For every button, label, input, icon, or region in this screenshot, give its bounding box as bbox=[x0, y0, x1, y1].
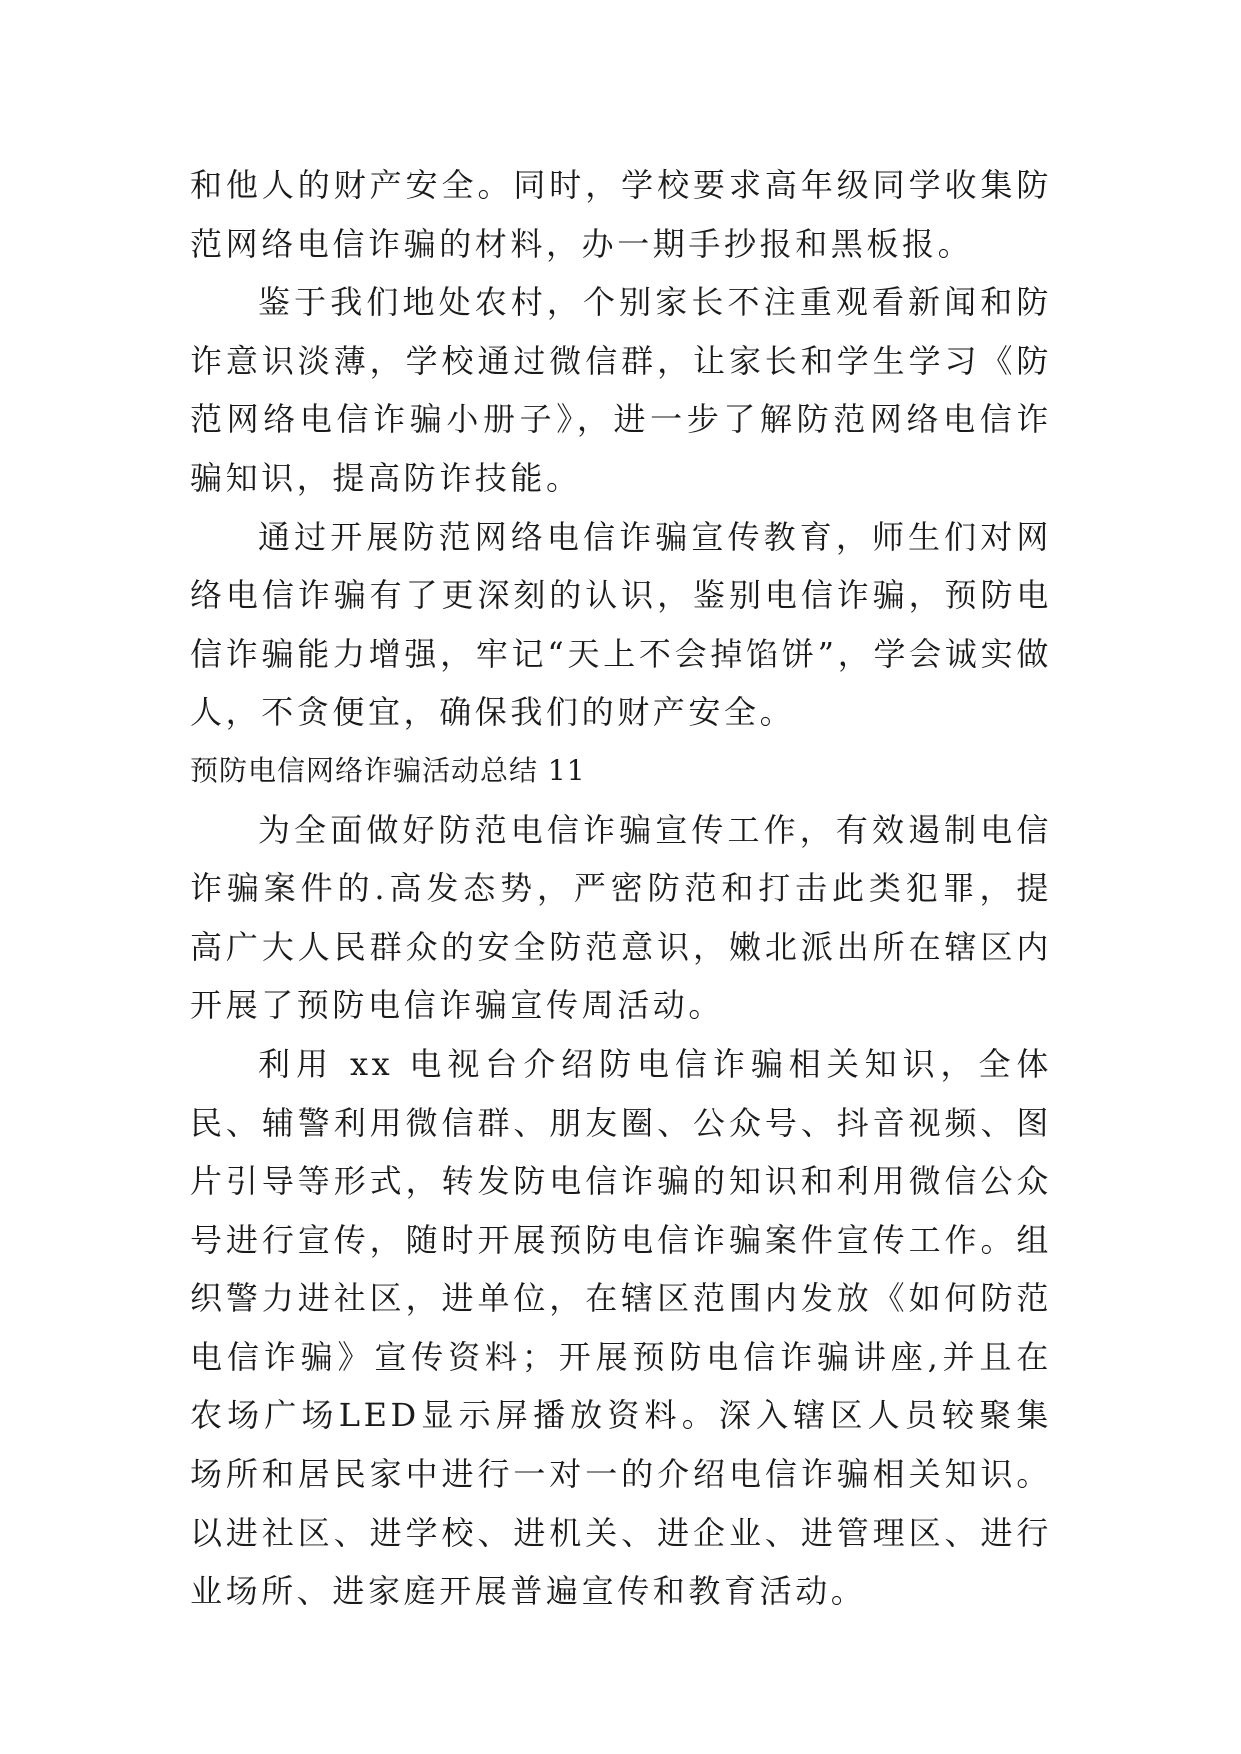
paragraph-3: 通过开展防范网络电信诈骗宣传教育，师生们对网络电信诈骗有了更深刻的认识，鉴别电信诈骗，预防电信诈骗能力增强，牢记“天上不会掉馅饼”，学会诚实做人，不贪便宜，确保我们的财产安全。 bbox=[190, 517, 1052, 732]
paragraph-2: 鉴于我们地处农村，个别家长不注重观看新闻和防诈意识淡薄，学校通过微信群，让家长和学生学习《防范网络电信诈骗小册子》，进一步了解防范网络电信诈骗知识，提高防诈技能。 bbox=[190, 283, 1052, 497]
section-paragraph-1: 为全面做好防范电信诈骗宣传工作，有效遏制电信诈骗案件的.高发态势，严密防范和打击此类犯罪，提高广大人民群众的安全防范意识，嫩北派出所在辖区内开展了预防电信诈骗宣传周活动。 bbox=[190, 810, 1052, 1025]
section-paragraph-2: 利用 xx 电视台介绍防电信诈骗相关知识，全体民、辅警利用微信群、朋友圈、公众号、抖音视频、图片引导等形式，转发防电信诈骗的知识和利用微信公众号进行宣传，随时开展预防电信诈骗案件宣传工作。组织警力进社区，进单位，在辖区范围内发放《如何防范电信诈骗》宣传资料；开展预防电信诈骗讲座,并且在农场广场LED显示屏播放资料。深入辖区人员较聚集场所和居民家中进行一对一的介绍电信诈骗相关知识。以进社区、进学校、进机关、进企业、进管理区、进行业场所、进家庭开展普遍宣传和教育活动。 bbox=[190, 1044, 1052, 1611]
section-title: 预防电信网络诈骗活动总结 11 bbox=[190, 753, 586, 787]
document-body bbox=[190, 156, 1052, 1621]
paragraph-1: 和他人的财产安全。同时，学校要求高年级同学收集防范网络电信诈骗的材料，办一期手抄报和黑板报。 bbox=[190, 166, 1052, 263]
